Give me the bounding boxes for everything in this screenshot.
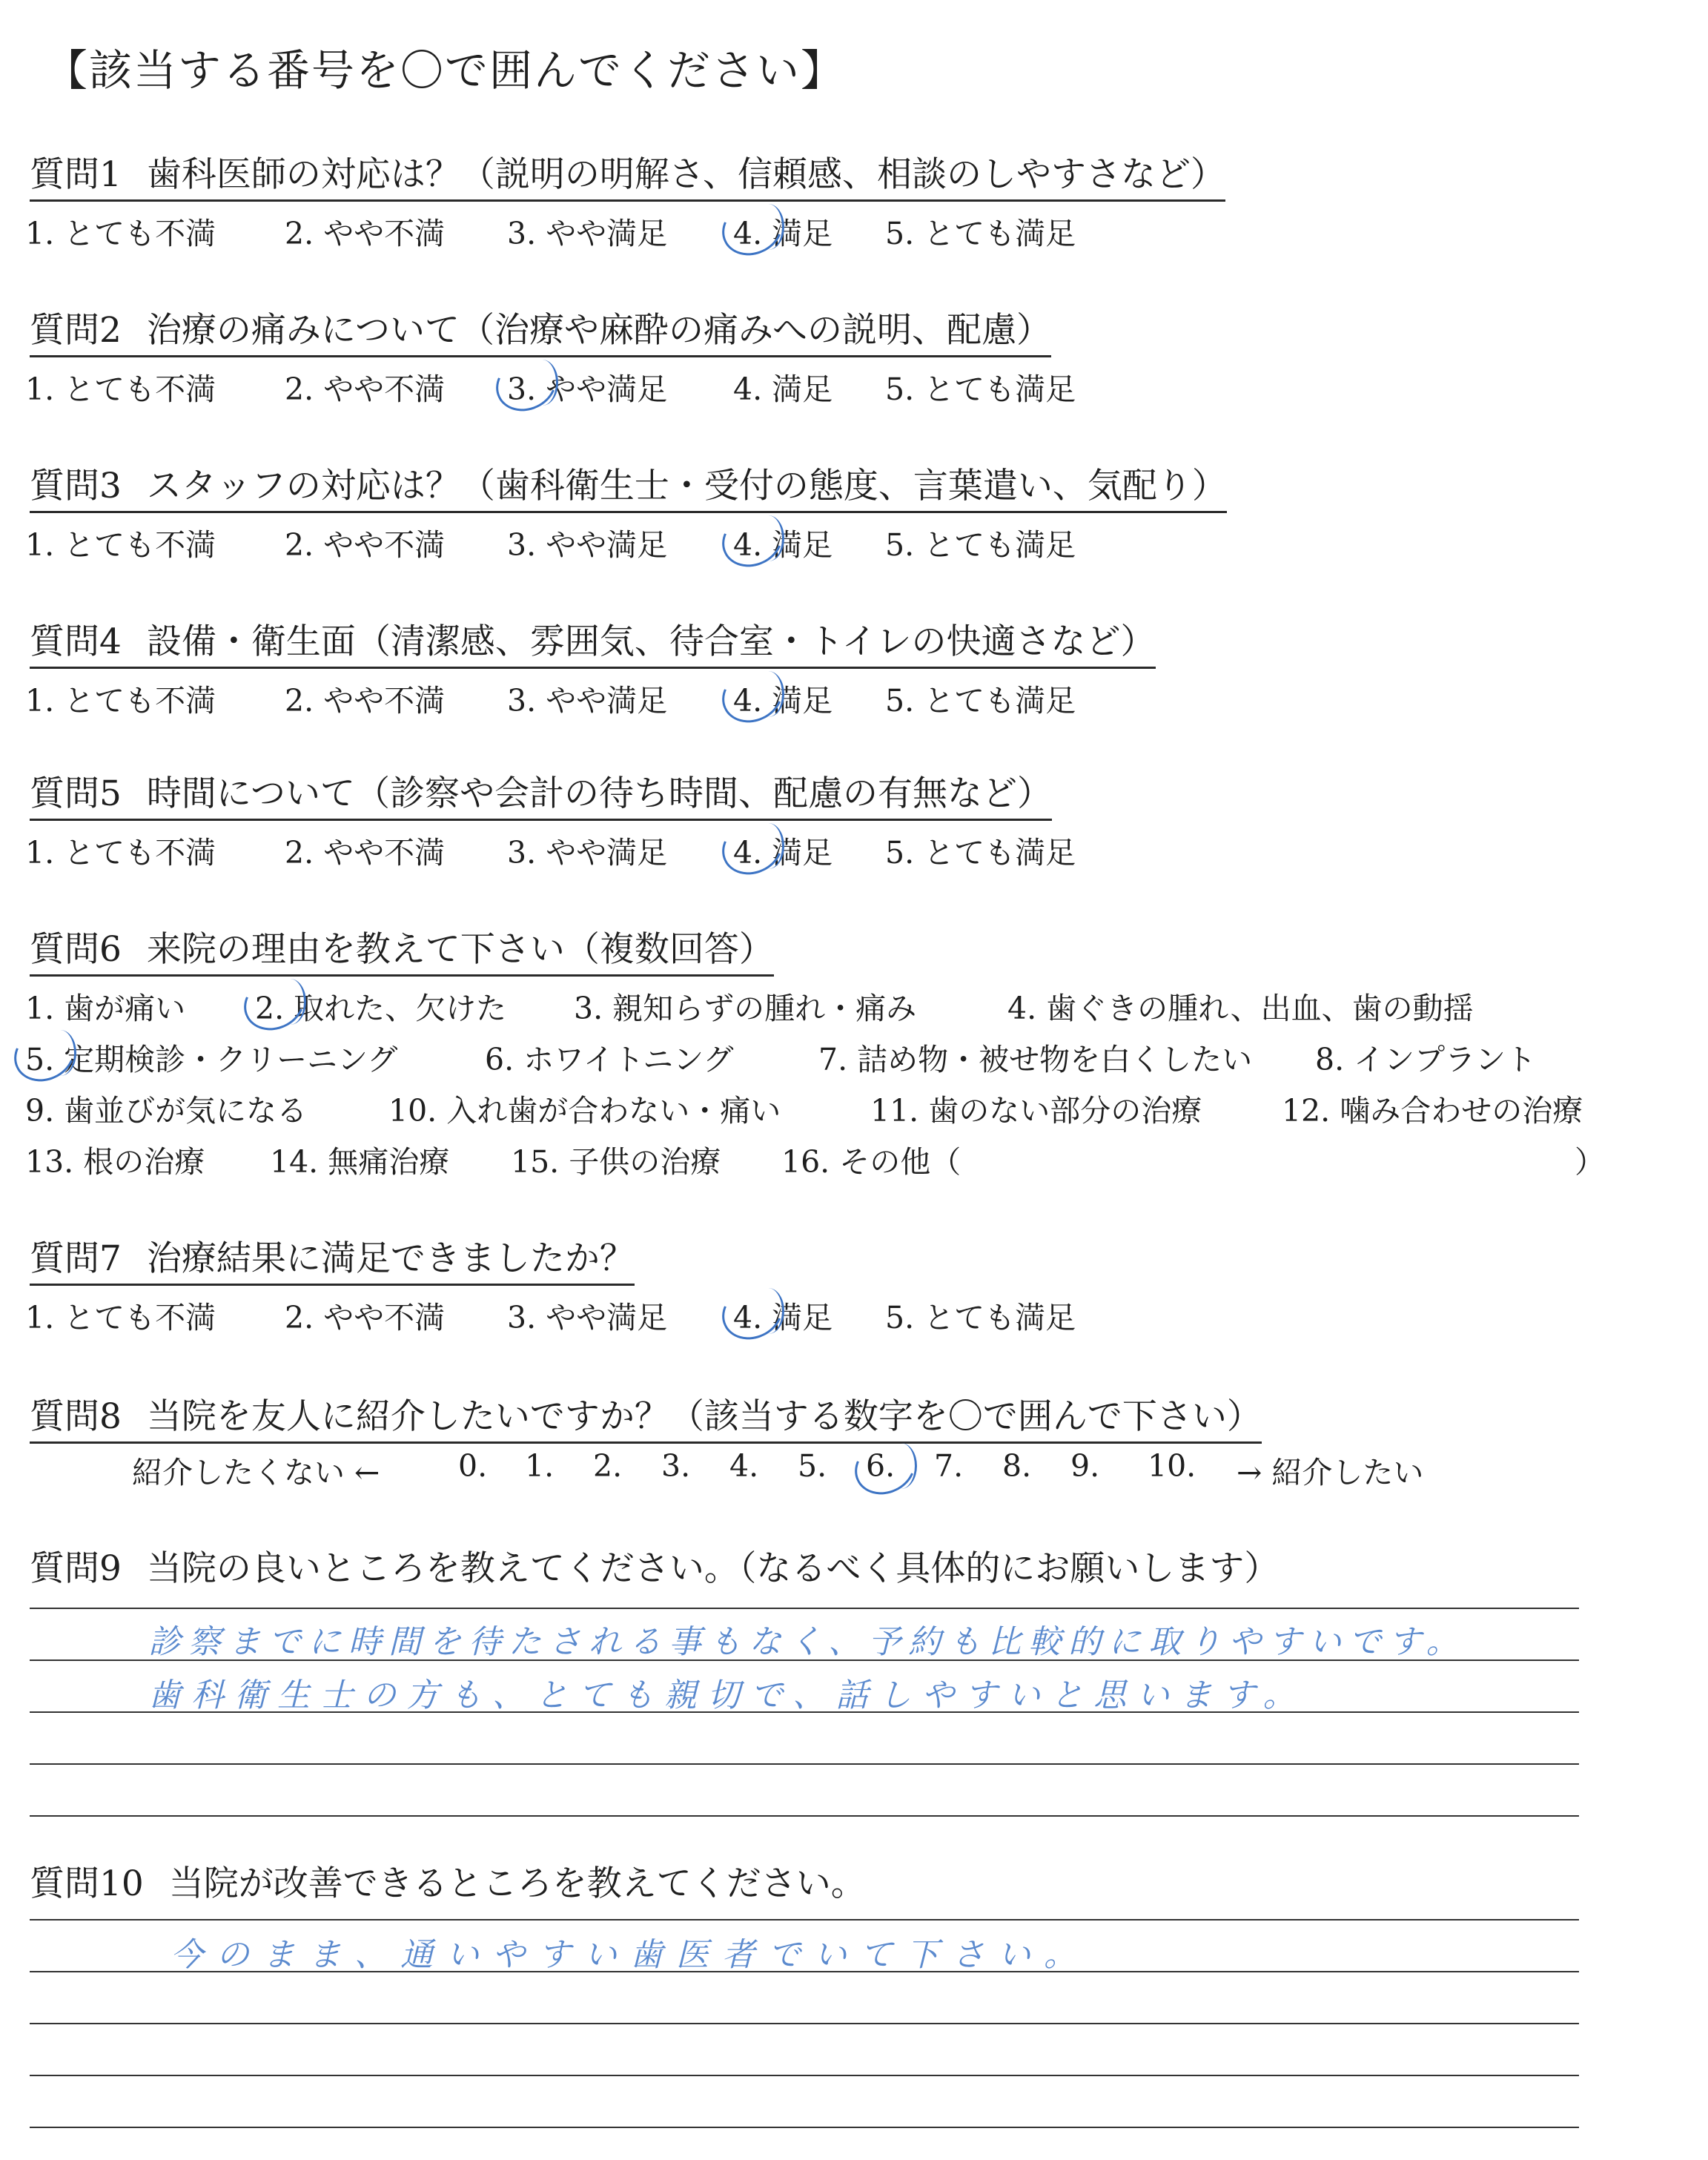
question-text: 当院が改善できるところを教えてください。 (168, 1863, 866, 1904)
answer-line (30, 2127, 1579, 2128)
scale-1[interactable]: 1. (525, 1448, 555, 1484)
answer-line (30, 1608, 1579, 1609)
option-4-circled[interactable]: 4. 満足 (733, 209, 833, 253)
question-number: 質問3 (30, 466, 122, 506)
scale-10[interactable]: 10. (1148, 1448, 1196, 1484)
question-number: 質問10 (30, 1863, 144, 1904)
option-1[interactable]: 1. とても不満 (25, 683, 216, 719)
question-text: 設備・衛生面（清潔感、雰囲気、待合室・トイレの快適さなど） (146, 621, 1156, 662)
option-2[interactable]: 2. やや不満 (285, 527, 446, 563)
option-3[interactable]: 3. やや満足 (507, 527, 668, 563)
reason-13[interactable]: 13. 根の治療 (25, 1144, 205, 1180)
q10-handwritten-line-1[interactable]: 今のまま、通いやすい歯医者でいて下さい。 (171, 1936, 1090, 1974)
question-text: 歯科医師の対応は？（説明の明解さ、信頼感、相談のしやすさなど） (146, 154, 1226, 195)
option-2[interactable]: 2. やや不満 (285, 683, 446, 719)
option-2[interactable]: 2. やや不満 (285, 835, 446, 871)
option-2[interactable]: 2. やや不満 (285, 1300, 446, 1335)
question-text: 治療結果に満足できましたか？ (146, 1238, 635, 1279)
option-1[interactable]: 1. とても不満 (25, 527, 216, 563)
reason-14[interactable]: 14. 無痛治療 (270, 1144, 450, 1180)
scale-9[interactable]: 9. (1070, 1448, 1100, 1484)
scale-left-label: 紹介したくない ← (132, 1455, 380, 1490)
q9-handwritten-line-1[interactable]: 診察までに時間を待たされる事もなく、予約も比較的に取りやすいです。 (148, 1623, 1466, 1661)
reason-4[interactable]: 4. 歯ぐきの腫れ、出血、歯の動揺 (1007, 991, 1474, 1026)
reason-3[interactable]: 3. 親知らずの腫れ・痛み (574, 991, 917, 1026)
q9-handwritten-line-2[interactable]: 歯科衛生士の方も、とても親切で、話しやすいと思います。 (148, 1677, 1306, 1714)
option-5[interactable]: 5. とても満足 (885, 683, 1076, 719)
reason-16-other[interactable]: 16. その他（ (781, 1144, 961, 1180)
question-7-title (30, 1231, 635, 1286)
reason-2-circled[interactable]: 2. 取れた、欠けた (255, 984, 506, 1028)
option-2[interactable]: 2. やや不満 (285, 371, 446, 407)
question-text: 当院を友人に紹介したいですか？（該当する数字を〇で囲んで下さい） (146, 1396, 1262, 1437)
option-2[interactable]: 2. やや不満 (285, 216, 446, 251)
option-5[interactable]: 5. とても満足 (885, 1300, 1076, 1335)
reason-7[interactable]: 7. 詰め物・被せ物を白くしたい (818, 1042, 1253, 1077)
page-header: 【該当する番号を〇で囲んでください】 (44, 45, 846, 96)
option-4-circled[interactable]: 4. 満足 (733, 676, 833, 720)
question-10-title (30, 1856, 866, 1909)
option-1[interactable]: 1. とても不満 (25, 835, 216, 871)
option-5[interactable]: 5. とても満足 (885, 835, 1076, 871)
answer-line (30, 1763, 1579, 1765)
answer-line (30, 2023, 1579, 2024)
option-4[interactable]: 4. 満足 (733, 371, 833, 407)
option-5[interactable]: 5. とても満足 (885, 527, 1076, 563)
option-4-circled[interactable]: 4. 満足 (733, 1293, 833, 1337)
question-number: 質問8 (30, 1396, 122, 1437)
reason-15[interactable]: 15. 子供の治療 (511, 1144, 721, 1180)
answer-line (30, 2075, 1579, 2076)
scale-6-circled[interactable]: 6. (866, 1448, 896, 1484)
question-5-title (30, 766, 1052, 821)
question-3-title (30, 458, 1227, 513)
question-number: 質問2 (30, 310, 122, 351)
scale-2[interactable]: 2. (593, 1448, 623, 1484)
option-3-circled[interactable]: 3. やや満足 (507, 365, 667, 409)
reason-8[interactable]: 8. インプラント (1315, 1042, 1537, 1077)
scale-3[interactable]: 3. (661, 1448, 691, 1484)
scale-right-label: → 紹介したい (1237, 1455, 1424, 1490)
scale-0[interactable]: 0. (458, 1448, 488, 1484)
scale-8[interactable]: 8. (1002, 1448, 1032, 1484)
option-4-circled[interactable]: 4. 満足 (733, 521, 833, 564)
question-1-title (30, 147, 1225, 202)
option-3[interactable]: 3. やや満足 (507, 1300, 668, 1335)
option-3[interactable]: 3. やや満足 (507, 216, 668, 251)
question-number: 質問6 (30, 929, 122, 970)
reason-11[interactable]: 11. 歯のない部分の治療 (870, 1093, 1202, 1129)
question-4-title (30, 614, 1156, 669)
reason-10[interactable]: 10. 入れ歯が合わない・痛い (388, 1093, 781, 1129)
answer-line (30, 1815, 1579, 1817)
scale-5[interactable]: 5. (798, 1448, 827, 1484)
reason-5-circled[interactable]: 5. 定期検診・クリーニング (25, 1035, 397, 1079)
option-5[interactable]: 5. とても満足 (885, 371, 1076, 407)
question-text: 時間について（診察や会計の待ち時間、配慮の有無など） (146, 773, 1052, 814)
question-number: 質問1 (30, 154, 122, 195)
option-1[interactable]: 1. とても不満 (25, 371, 216, 407)
option-5[interactable]: 5. とても満足 (885, 216, 1076, 251)
question-text: スタッフの対応は？（歯科衛生士・受付の態度、言葉遣い、気配り） (146, 466, 1227, 506)
option-3[interactable]: 3. やや満足 (507, 835, 668, 871)
question-number: 質問4 (30, 621, 122, 662)
option-1[interactable]: 1. とても不満 (25, 216, 216, 251)
question-number: 質問9 (30, 1548, 122, 1589)
question-number: 質問5 (30, 773, 122, 814)
option-4-circled[interactable]: 4. 満足 (733, 828, 833, 872)
question-text: 来院の理由を教えて下さい（複数回答） (146, 929, 774, 970)
question-9-title (30, 1541, 1279, 1593)
answer-line (30, 1919, 1579, 1920)
question-text: 当院の良いところを教えてください。（なるべく具体的にお願いします） (146, 1548, 1280, 1589)
question-number: 質問7 (30, 1238, 122, 1279)
reason-12[interactable]: 12. 噛み合わせの治療 (1282, 1093, 1583, 1129)
question-2-title (30, 303, 1051, 357)
scale-4[interactable]: 4. (729, 1448, 759, 1484)
question-6-title (30, 922, 774, 977)
option-1[interactable]: 1. とても不満 (25, 1300, 216, 1335)
option-3[interactable]: 3. やや満足 (507, 683, 668, 719)
scale-7[interactable]: 7. (934, 1448, 964, 1484)
other-closing-paren: ） (1575, 1144, 1605, 1180)
question-8-title (30, 1389, 1262, 1444)
reason-1[interactable]: 1. 歯が痛い (25, 991, 186, 1026)
reason-6[interactable]: 6. ホワイトニング (485, 1042, 734, 1077)
reason-9[interactable]: 9. 歯並びが気になる (25, 1093, 308, 1129)
question-text: 治療の痛みについて（治療や麻酔の痛みへの説明、配慮） (146, 310, 1052, 351)
